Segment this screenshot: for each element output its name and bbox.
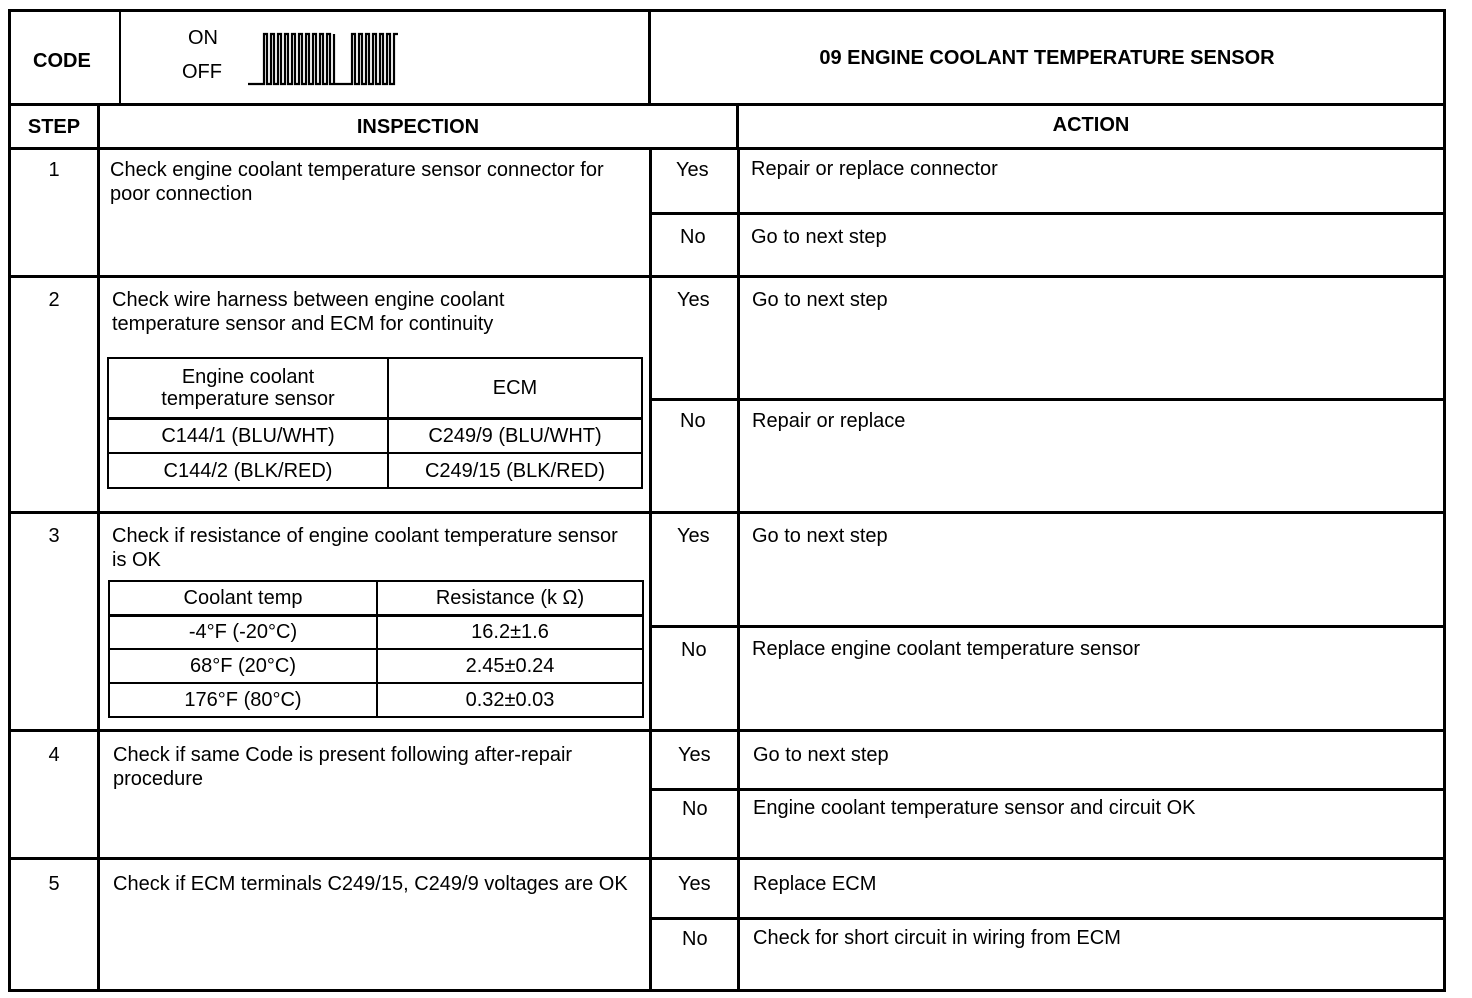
step-number: 4 [48, 744, 60, 766]
no-label: No [680, 410, 706, 432]
yes-label: Yes [676, 159, 709, 181]
frame-bottom [8, 989, 1446, 992]
yes-no-separator [650, 212, 1446, 215]
yes-no-separator [650, 625, 1446, 628]
step-separator [8, 729, 1446, 732]
yes-action: Go to next step [752, 289, 888, 311]
resistance-table [108, 580, 644, 718]
step-separator [8, 511, 1446, 514]
inspection-text: Check if same Code is present following after-repair procedure [113, 744, 573, 790]
code-pulse-waveform [246, 26, 456, 92]
inspection-text: Check wire harness between engine coolant temperature sensor and ECM for continuity [112, 289, 505, 335]
table-cell: -4°F (-20°C) [109, 615, 377, 649]
table-cell: C144/1 (BLU/WHT) [108, 418, 388, 453]
yes-no-separator [650, 788, 1446, 791]
frame-right [1443, 9, 1446, 992]
no-label: No [682, 928, 708, 950]
resistance-header-resistance: Resistance (k Ω) [377, 581, 643, 615]
header-bottom-rule [8, 103, 1446, 106]
table-cell: C249/15 (BLK/RED) [388, 453, 642, 488]
no-action: Repair or replace [752, 410, 906, 432]
column-header-action: ACTION [1052, 114, 1130, 136]
inspection-text: Check engine coolant temperature sensor connector for poor connection [110, 159, 604, 205]
no-label: No [682, 798, 708, 820]
yes-label: Yes [678, 744, 711, 766]
table-cell: 68°F (20°C) [109, 649, 377, 683]
inspection-text: Check if resistance of engine coolant temperature sensor is OK [112, 525, 618, 571]
yes-label: Yes [677, 525, 710, 547]
colhead-bottom-rule [8, 147, 1446, 150]
step-number: 3 [48, 525, 60, 547]
no-action: Replace engine coolant temperature sensor [752, 638, 1141, 660]
yes-no-separator [650, 398, 1446, 401]
yes-action: Repair or replace connector [751, 158, 998, 180]
frame-left [8, 9, 11, 992]
continuity-header-sensor: Engine coolant temperature sensor [108, 358, 388, 418]
continuity-table [107, 357, 643, 489]
step-separator [8, 857, 1446, 860]
resistance-header-temp: Coolant temp [109, 581, 377, 615]
yes-action: Go to next step [753, 744, 889, 766]
step-number: 5 [48, 873, 60, 895]
no-action: Go to next step [751, 226, 887, 248]
continuity-header-ecm: ECM [388, 358, 642, 418]
step-separator [8, 275, 1446, 278]
page-title: 09 ENGINE COOLANT TEMPERATURE SENSOR [819, 47, 1275, 69]
on-label: ON [188, 27, 218, 49]
table-cell: 0.32±0.03 [377, 683, 643, 717]
column-header-step: STEP [27, 116, 81, 138]
column-header-inspection: INSPECTION [356, 116, 480, 138]
inspection-text: Check if ECM terminals C249/15, C249/9 voltages are OK [113, 873, 628, 895]
yes-label: Yes [678, 873, 711, 895]
code-label: CODE [33, 50, 91, 72]
table-cell: C249/9 (BLU/WHT) [388, 418, 642, 453]
yes-no-separator [650, 917, 1446, 920]
table-cell: 2.45±0.24 [377, 649, 643, 683]
no-action: Engine coolant temperature sensor and circuit OK [753, 797, 1196, 819]
no-label: No [681, 639, 707, 661]
step-number: 1 [48, 159, 60, 181]
table-cell: 176°F (80°C) [109, 683, 377, 717]
yes-action: Replace ECM [753, 873, 877, 895]
yes-label: Yes [677, 289, 710, 311]
header-divider-code [119, 9, 121, 104]
no-action: Check for short circuit in wiring from ECM [753, 927, 1121, 949]
no-label: No [680, 226, 706, 248]
step-number: 2 [48, 289, 60, 311]
yes-action: Go to next step [752, 525, 888, 547]
frame-top [8, 9, 1446, 12]
table-cell: 16.2±1.6 [377, 615, 643, 649]
off-label: OFF [182, 61, 222, 83]
table-cell: C144/2 (BLK/RED) [108, 453, 388, 488]
